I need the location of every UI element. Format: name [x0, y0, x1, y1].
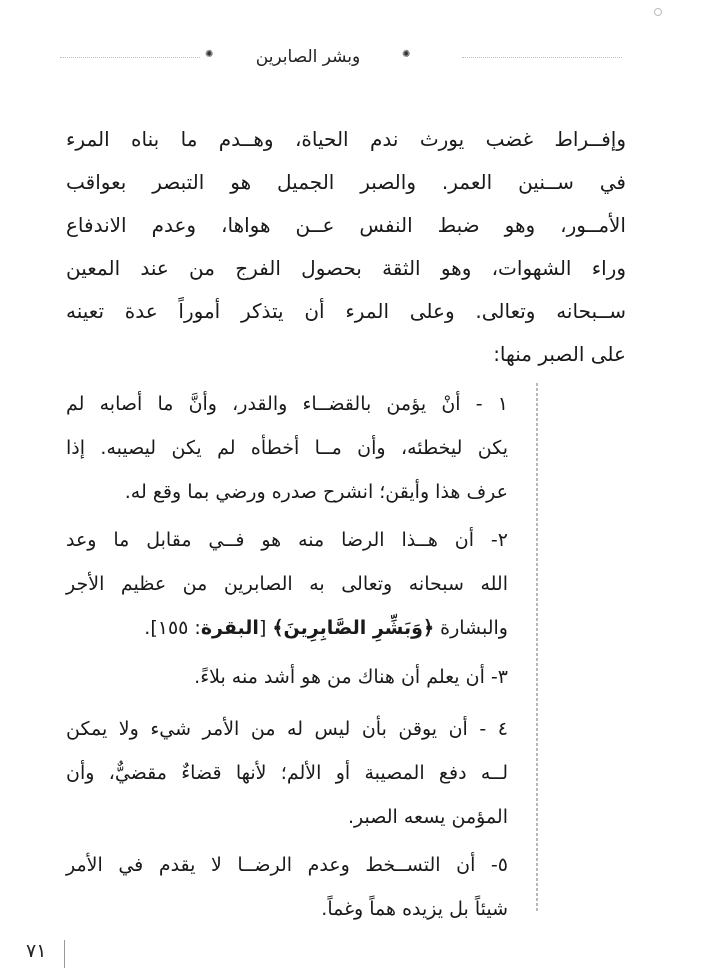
intro-line: في ســنين العمر. والصبر الجميل هو التبصر بعواقب	[66, 170, 626, 194]
list-item-4	[66, 707, 508, 839]
list-item-2	[66, 518, 508, 650]
page-number: ٧١	[26, 940, 47, 962]
reference-open: [	[258, 617, 267, 639]
item-line: شيئاً بل يزيده هماً وغماً.	[321, 898, 508, 920]
list-item-3	[66, 655, 508, 699]
item-line: ٢- أن هــذا الرضا منه هو فــي مقابل ما وعد	[66, 529, 508, 551]
running-header	[60, 44, 622, 72]
item-line: عرف هذا وأيقن؛ انشرح صدره ورضي بما وقع له.	[124, 481, 508, 503]
line-prefix: والبشارة	[440, 617, 508, 639]
list-vertical-rule	[536, 383, 538, 913]
item-line: ٤ - أن يوقن بأن ليس له من الأمر شيء ولا يمكن	[66, 718, 508, 740]
intro-line: وراء الشهوات، وهو الثقة بحصول الفرج من عند المعين	[66, 256, 626, 280]
item-line: ٣- أن يعلم أن هناك من هو أشد منه بلاءً.	[194, 666, 508, 688]
header-dotted-rule-right	[462, 57, 622, 58]
list-item-1	[66, 382, 508, 514]
item-line: المؤمن يسعه الصبر.	[348, 806, 508, 828]
header-ornament-right-icon: ✺	[402, 49, 411, 60]
item-line: الله سبحانه وتعالى به الصابرين من عظيم الأجر	[66, 573, 508, 595]
reference-close: ].	[144, 617, 158, 639]
corner-mark	[654, 8, 662, 16]
header-ornament-left-icon: ✺	[205, 49, 214, 60]
item-line: يكن ليخطئه، وأن مــا أخطأه لم يكن ليصيبه. إذا	[66, 437, 508, 459]
intro-line: ســبحانه وتعالى. وعلى المرء أن يتذكر أموراً عدة تعينه	[66, 299, 626, 323]
item-line: لــه دفع المصيبة أو الألم؛ لأنها قضاءٌ مقضيٌّ، وأن	[66, 762, 508, 784]
item-line: ١ - أنْ يؤمن بالقضــاء والقدر، وأنَّ ما أصابه لم	[66, 393, 508, 415]
verse-number: : ١٥٥	[157, 617, 201, 639]
header-dotted-rule-left	[60, 57, 200, 58]
list-item-5	[66, 843, 508, 931]
item-line-with-verse	[66, 606, 508, 650]
intro-paragraph	[66, 118, 626, 376]
intro-line: على الصبر منها:	[493, 342, 626, 366]
item-line: ٥- أن التســخط وعدم الرضــا لا يقدم في الأمر	[66, 854, 508, 876]
quran-verse: ﴿وَبَشِّرِ الصَّابِرِينَ﴾	[272, 617, 435, 639]
intro-line: الأمــور، وهو ضبط النفس عــن هواها، وعدم الاندفاع	[66, 213, 626, 237]
header-title: وبشر الصابرين	[255, 47, 361, 67]
footer-rule	[64, 940, 65, 968]
intro-line: وإفــراط غضب يورث ندم الحياة، وهــدم ما بناه المرء	[66, 127, 626, 151]
surah-name: البقرة	[200, 617, 259, 639]
